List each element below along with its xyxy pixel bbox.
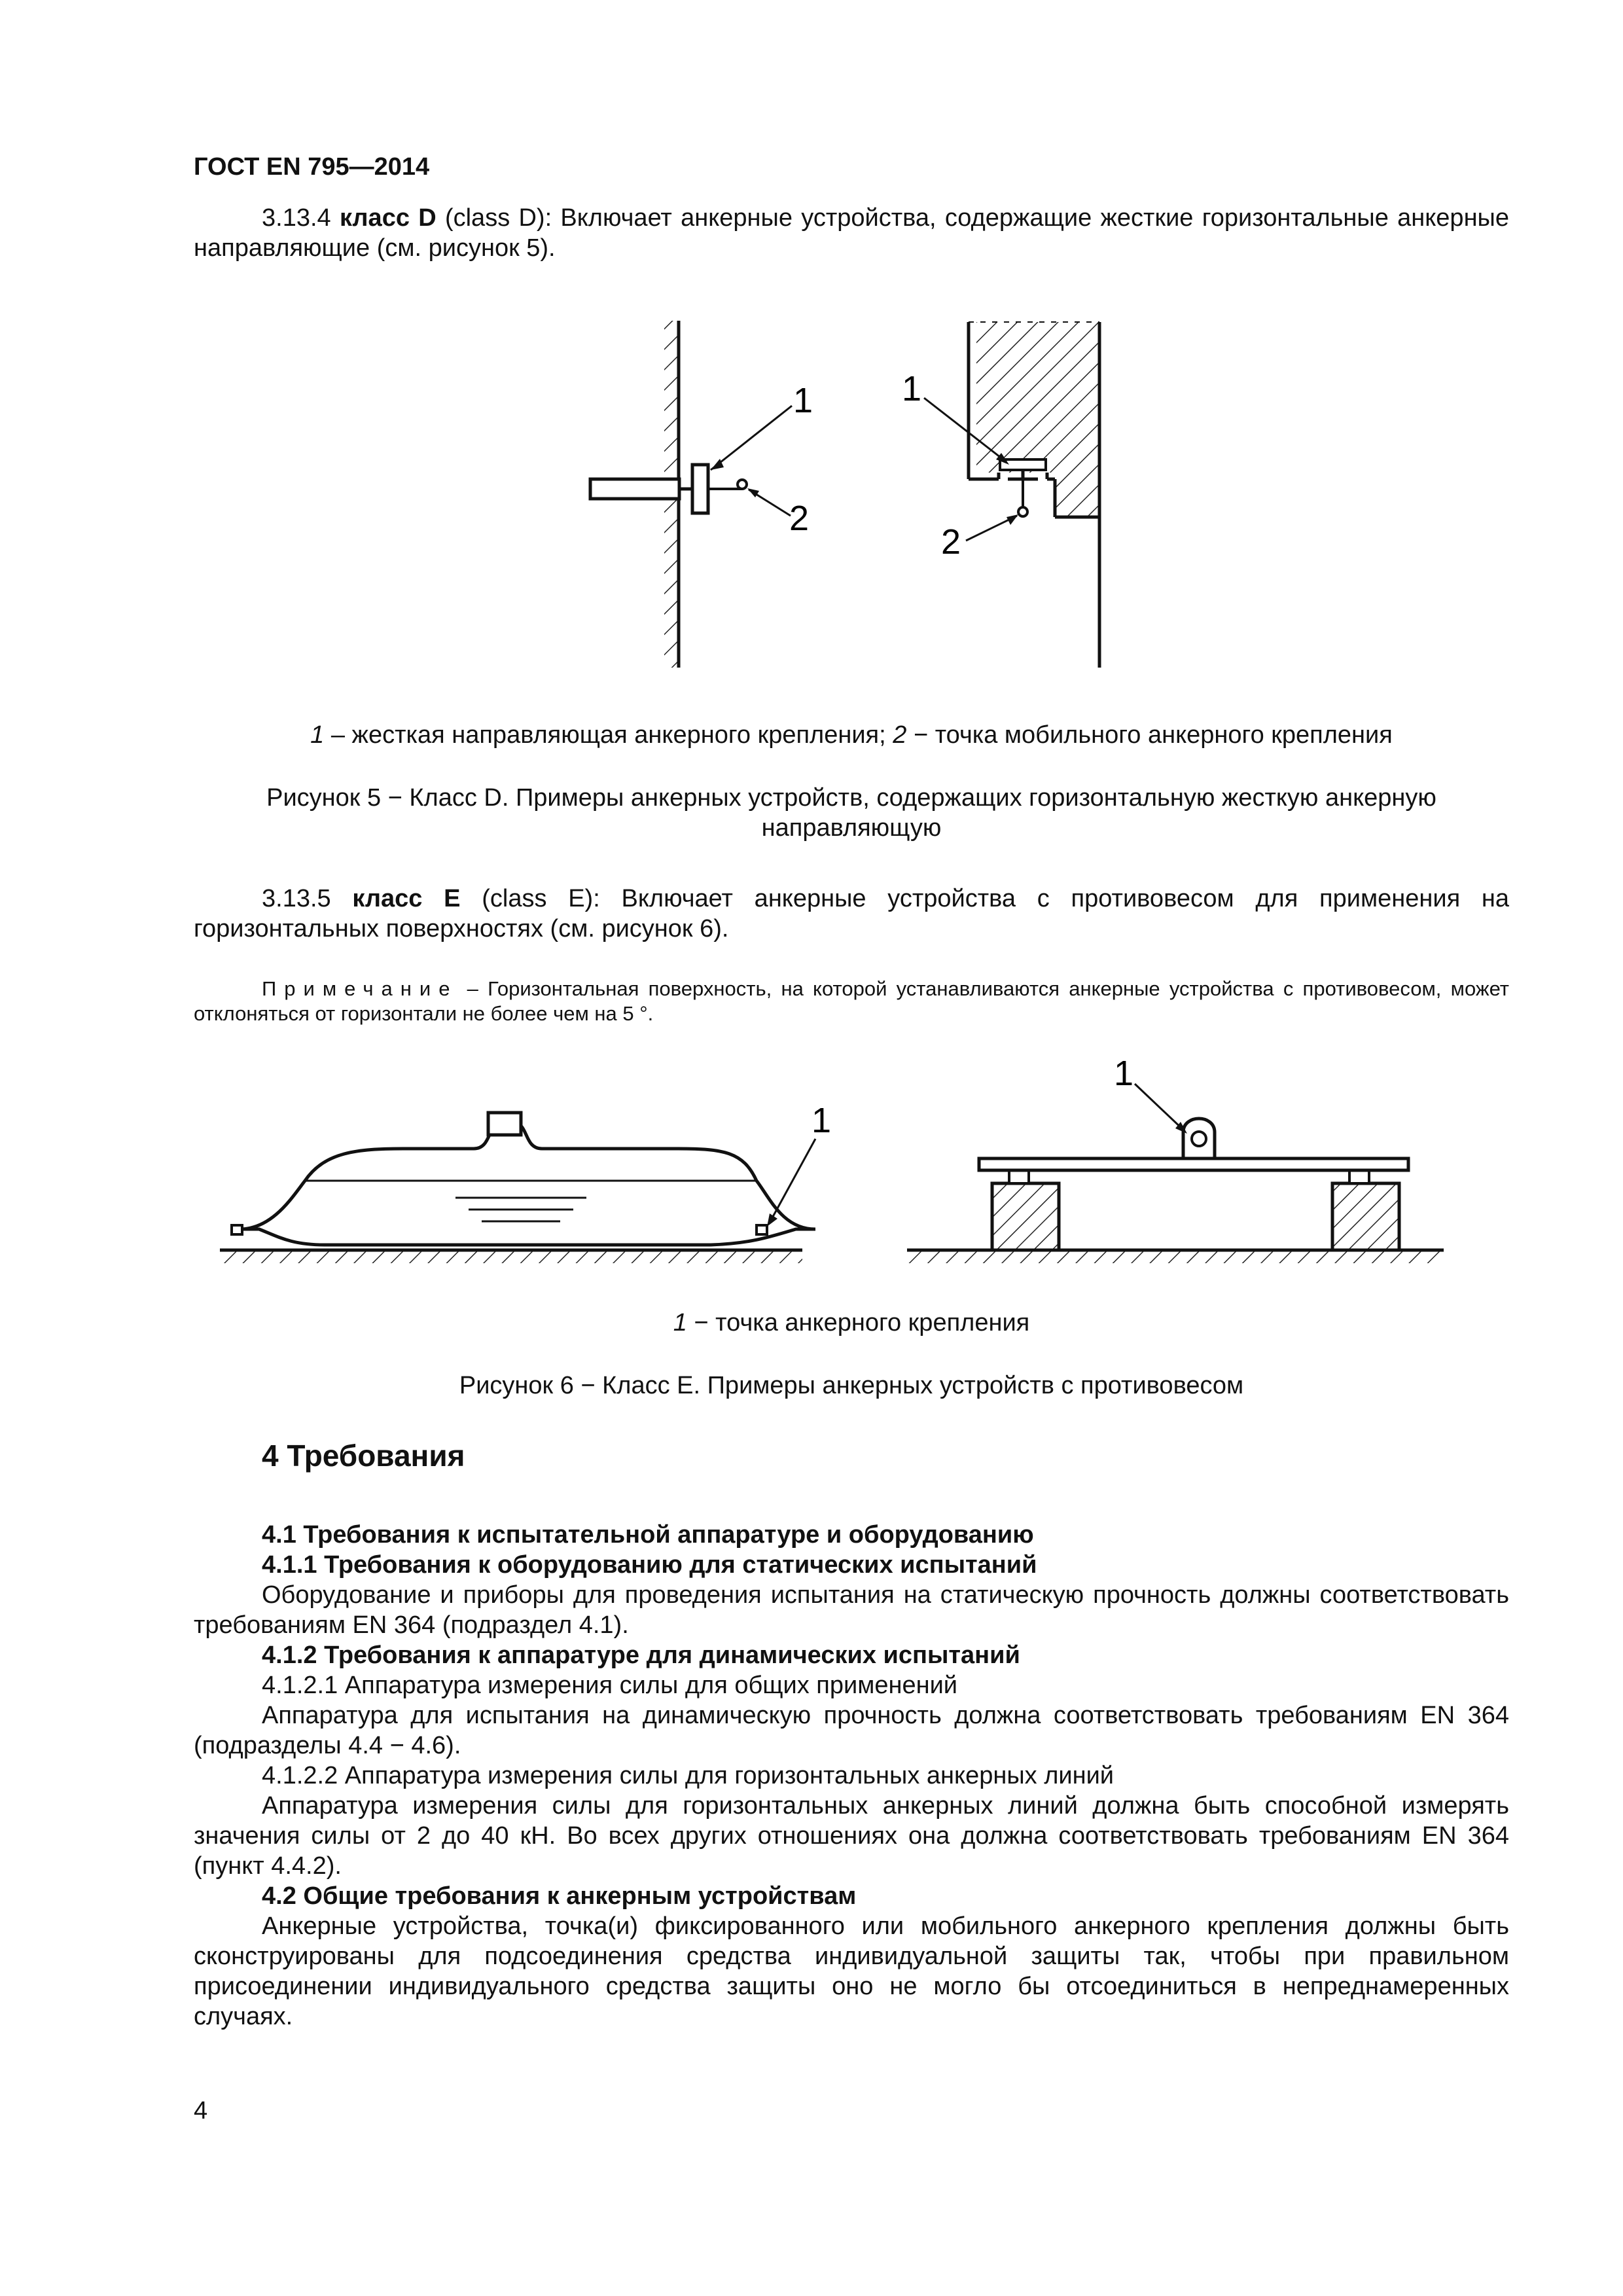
clause-term: класс Е xyxy=(352,885,461,912)
figure-6-caption: Рисунок 6 − Класс Е. Примеры анкерных устройств с противовесом xyxy=(459,1372,1244,1399)
paragraph-4-1-1: Оборудование и приборы для проведения испытания на статическую прочность должны соответствовать требованиям EN 364 (подраздел 4.1). xyxy=(194,1581,1509,1639)
note-text: – Горизонтальная поверхность, на которой устанавливаются анкерные устройства с противовесом, может отклоняться от горизонтали не более чем на 5 °. xyxy=(194,977,1509,1025)
label-1-right: 1 xyxy=(1114,1054,1134,1093)
leader-line-1-right xyxy=(1135,1084,1185,1131)
clause-number: 3.13.5 xyxy=(262,885,331,912)
note xyxy=(194,977,1509,1026)
clause-text: (class D): Включает анкерные устройства, содержащие жесткие горизонтальные анкерные направляющие (см. рисунок 5). xyxy=(194,204,1509,262)
clause-term: класс D xyxy=(339,204,437,232)
leader-line-1-left xyxy=(711,406,792,470)
heading-4-1: 4.1 Требования к испытательной аппаратуре и оборудованию xyxy=(262,1521,1034,1549)
label-1-left: 1 xyxy=(793,381,813,420)
figure-6-drawing xyxy=(194,1034,1509,1302)
clause-number: 3.13.4 xyxy=(262,204,331,232)
label-1-left: 1 xyxy=(812,1101,832,1140)
figure-5-drawing xyxy=(563,308,1191,687)
paragraph-4-2: Анкерные устройства, точка(и) фиксированного или мобильного анкерного крепления должны быть сконструированы для подсоединения средства индивидуальной защиты так, чтобы при правильном присоединении индивидуального средства защиты оно не могло бы отсоединиться в непреднамеренных случаях. xyxy=(194,1912,1509,2030)
heading-4-1-2-2: 4.1.2.2 Аппаратура измерения силы для горизонтальных анкерных линий xyxy=(262,1762,1115,1789)
standard-id: ГОСТ EN 795—2014 xyxy=(194,153,430,181)
clause-3-13-5 xyxy=(194,884,1509,944)
clause-3-13-4 xyxy=(194,203,1509,263)
arrowhead xyxy=(1007,514,1018,525)
ceiling-beam xyxy=(969,322,1099,668)
figure-5-caption: Рисунок 5 − Класс D. Примеры анкерных устройств, содержащих горизонтальную жесткую анкерную направляющую xyxy=(266,784,1436,842)
water-counterweight xyxy=(232,1113,815,1245)
figure-5-legend: 1 – жесткая направляющая анкерного крепления; 2 − точка мобильного анкерного крепления xyxy=(310,721,1393,749)
label-2-right: 2 xyxy=(941,522,961,562)
label-1-right: 1 xyxy=(902,369,922,408)
paragraph-4-1-2-1: Аппаратура для испытания на динамическую прочность должна соответствовать требованиям EN 364 (подразделы 4.4 − 4.6). xyxy=(194,1702,1509,1759)
ground-right xyxy=(907,1250,1444,1263)
heading-4-2: 4.2 Общие требования к анкерным устройствам xyxy=(262,1882,857,1910)
page-number: 4 xyxy=(194,2097,208,2125)
clause-text: (class E): Включает анкерные устройства с противовесом для применения на горизонтальных поверхностях (см. рисунок 6). xyxy=(194,885,1509,942)
leader-line-1-left xyxy=(770,1139,815,1223)
heading-4-1-2: 4.1.2 Требования к аппаратуре для динамических испытаний xyxy=(262,1641,1020,1669)
section-4-heading: 4 Требования xyxy=(262,1439,465,1473)
figure-6-legend: 1 − точка анкерного крепления xyxy=(673,1309,1030,1336)
concrete-counterweight xyxy=(979,1119,1408,1250)
heading-4-1-1: 4.1.1 Требования к оборудованию для статических испытаний xyxy=(262,1551,1037,1579)
note-label: Примечание xyxy=(262,977,458,1000)
paragraph-4-1-2-2: Аппаратура измерения силы для горизонтальных анкерных линий должна быть способной измерять значения силы от 2 до 40 кН. Во всех других отношениях она должна соответствовать требованиям EN 364 (пункт 4.4.2). xyxy=(194,1792,1509,1880)
ground-left xyxy=(220,1250,802,1263)
rigid-rail-right xyxy=(1000,459,1046,516)
label-2-left: 2 xyxy=(789,499,810,538)
heading-4-1-2-1: 4.1.2.1 Аппаратура измерения силы для общих применений xyxy=(262,1672,958,1699)
